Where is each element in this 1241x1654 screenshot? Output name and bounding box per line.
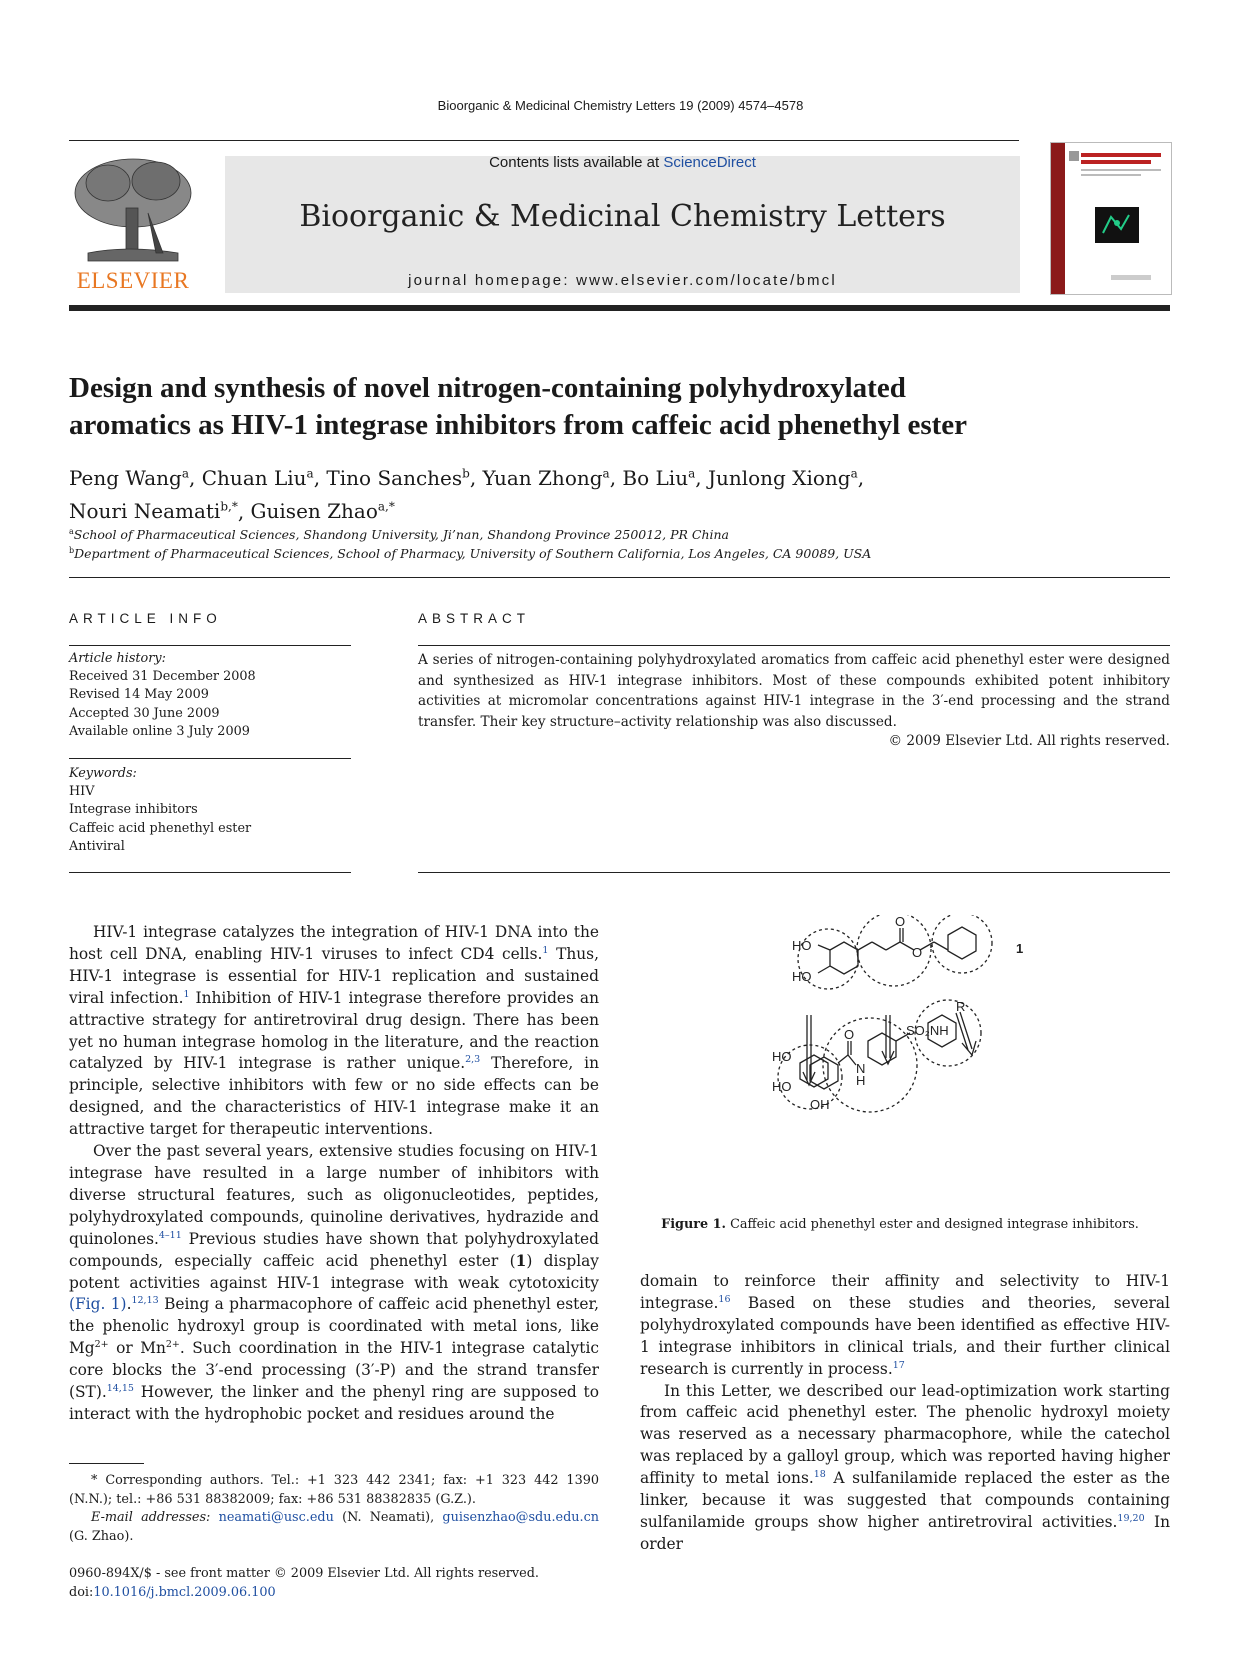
history-label: Article history: [69, 651, 166, 666]
figure-reference[interactable]: (Fig. 1) [69, 1295, 127, 1314]
article-info-heading: ARTICLE INFO [69, 611, 222, 626]
reference[interactable]: 14,15 [106, 1382, 134, 1394]
history-received: Received 31 December 2008 [69, 669, 256, 685]
body-left-column [69, 922, 599, 1426]
label-so2nh: SO₂NH [906, 1023, 949, 1038]
article-info-rule [69, 645, 351, 646]
author-list: Peng Wang$^a$, Chuan Liu$^a$, Tino Sanches$^b$, Yuan Zhong$^a$, Bo Liu$^a$, Junlong Xiong$^a$, Nouri Neamati$^{b,*}$, Guisen Zhao$^{a,*}$ [69, 465, 865, 524]
sulfanilamide-ring [868, 1033, 896, 1065]
label-r: R [956, 999, 966, 1014]
reference[interactable]: 12,13 [131, 1295, 159, 1307]
article-title [69, 370, 1179, 444]
caption-label: Figure 1. [661, 1217, 727, 1232]
affiliation-b: $^b$Department of Pharmaceutical Sciences, School of Pharmacy, University of Southern California, Los Angeles, CA 90089, USA [69, 546, 872, 562]
keywords-label: Keywords: [69, 766, 137, 781]
footnote-rule [69, 1463, 144, 1464]
abstract-text: A series of nitrogen-containing polyhydroxylated aromatics from caffeic acid phenethyl ester were designed and synthesized as HIV-1 integrase inhibitors. Most of these compounds exhibited potent inhibitory activities at micromolar concentrations against HIV-1 integrase in the 3′-end processing and the strand transfer. Their key structure–activity relationship was also discussed. [418, 652, 1170, 730]
reference[interactable]: 4–11 [158, 1229, 182, 1241]
reference[interactable]: 17 [892, 1359, 905, 1371]
sciencedirect-link[interactable]: ScienceDirect [663, 154, 756, 171]
label-ho: HO [772, 1079, 792, 1094]
reference[interactable]: 1 [542, 944, 549, 956]
journal-cover-thumbnail [1050, 142, 1172, 295]
catechol-ring [830, 942, 858, 974]
contents-line [225, 154, 1020, 171]
label-oh: OH [810, 1097, 830, 1112]
figure-1-caption: Figure 1. Caffeic acid phenethyl ester and designed integrase inhibitors. [661, 1217, 1139, 1232]
elsevier-wordmark: ELSEVIER [76, 268, 190, 293]
keywords-block [69, 765, 251, 856]
abstract-heading: ABSTRACT [418, 611, 531, 626]
contents-prefix: Contents lists available at [489, 154, 664, 171]
keyword: Caffeic acid phenethyl ester [69, 820, 252, 836]
footnote-marker: * [91, 1473, 98, 1488]
phenyl-ring [948, 927, 976, 959]
compound-label: 1 [1016, 941, 1024, 956]
author: Chuan Liu$^a$ [201, 465, 314, 490]
keyword: HIV [69, 784, 95, 800]
header-thick-rule [69, 305, 1170, 311]
doi-link[interactable]: 10.1016/j.bmcl.2009.06.100 [93, 1584, 276, 1600]
label-ho: HO [792, 938, 812, 953]
label-h: H [856, 1073, 866, 1088]
journal-homepage[interactable]: journal homepage: www.elsevier.com/locate/bmcl [408, 272, 837, 289]
history-online: Available online 3 July 2009 [69, 723, 250, 739]
email-link[interactable]: guisenzhao@sdu.edu.cn [442, 1510, 599, 1526]
history-accepted: Accepted 30 June 2009 [69, 705, 220, 721]
issn-line: 0960-894X/$ - see front matter © 2009 Elsevier Ltd. All rights reserved. [69, 1566, 539, 1581]
label-o: O [895, 915, 906, 929]
body-right-column [640, 1271, 1170, 1556]
author: Peng Wang$^a$ [69, 465, 190, 490]
article-history [69, 650, 256, 741]
journal-name: Bioorganic & Medicinal Chemistry Letters [299, 199, 946, 234]
reference[interactable]: 18 [813, 1469, 826, 1481]
label-o: O [912, 945, 923, 960]
history-revised: Revised 14 May 2009 [69, 687, 209, 703]
email-link[interactable]: neamati@usc.edu [218, 1510, 334, 1526]
reference[interactable]: 1 [183, 988, 190, 1000]
abstract-rule [418, 645, 1170, 646]
header-top-rule [69, 140, 1019, 141]
reference[interactable]: 16 [718, 1293, 731, 1305]
journal-citation: Bioorganic & Medicinal Chemistry Letters 19 (2009) 4574–4578 [437, 98, 804, 113]
corresponding-footnote: * Corresponding authors. Tel.: +1 323 442 2341; fax: +1 323 442 1390 (N.N.); tel.: +86 531 88382009; fax: +86 531 88382835 (G.Z.). E-mail addresses: neamati@usc.edu (N. Neamati), guisenzhao@sdu.edu.cn (G. Zhao). [69, 1473, 599, 1544]
author: Bo Liu$^a$ [622, 465, 696, 490]
label-o: O [844, 1027, 855, 1042]
info-bottom-rule [69, 872, 351, 873]
paragraph: domain to reinforce their affinity and selectivity to HIV-1 integrase.$^{16}$ Based on these studies and theories, several polyhydroxylated compounds have been identified as effective HIV-1 integrase inhibitors in clinical trials, and their further clinical research is currently in process.$^{17}$ [640, 1272, 1170, 1378]
paragraph: Over the past several years, extensive studies focusing on HIV-1 integrase have resulted in a large number of inhibitors with diverse structural features, such as oligonucleotides, peptides, polyhydroxylated compounds, quinoline derivatives, hydrazide and quinolones.$^{4-11}$ Previous studies have shown that polyhydroxylated compounds, especially caffeic acid phenethyl ester (1) display potent activities against HIV-1 integrase with weak cytotoxicity (Fig. 1).$^{12,13}$ Being a pharmacophore of caffeic acid phenethyl ester, the phenolic hydroxyl group is coordinated with metal ions, like $Mg^{2+}$ or $Mn^{2+}$. Such coordination in the HIV-1 integrase catalytic core blocks the 3′-end processing (3′-P) and the strand transfer (ST).$^{14,15}$ However, the linker and the phenyl ring are supposed to interact with the hydrophobic pocket and residues around the [69, 1142, 599, 1423]
abstract-bottom-rule [418, 872, 1170, 873]
figure-1-scheme [750, 915, 1080, 1205]
author: Nouri Neamati$^{b,*}$ [69, 499, 238, 524]
abstract-copyright: © 2009 Elsevier Ltd. All rights reserved. [888, 733, 1170, 749]
paragraph: HIV-1 integrase catalyzes the integration of HIV-1 DNA into the host cell DNA, enabling HIV-1 viruses to infect CD4 cells.$^1$ Thus, HIV-1 integrase is essential for HIV-1 replication and sustained viral infection.$^1$ Inhibition of HIV-1 integrase therefore provides an attractive strategy for antiretroviral drug design. There has been yet no human integrase homolog in the literature, and the reaction catalyzed by HIV-1 integrase is rather unique.$^{2,3}$ Therefore, in principle, selective inhibitors with few or no side effects can be designed, and the characteristics of HIV-1 integrase make it an attractive target for therapeutic interventions. [69, 923, 599, 1139]
keyword: Integrase inhibitors [69, 802, 198, 818]
affiliation-a: $^a$School of Pharmaceutical Sciences, Shandong University, Ji’nan, Shandong Province 250012, PR China [69, 527, 729, 543]
reference[interactable]: 2,3 [465, 1054, 481, 1066]
title-line-1: Design and synthesis of novel nitrogen-containing polyhydroxylated [69, 372, 906, 404]
paragraph: In this Letter, we described our lead-optimization work starting from caffeic acid phenethyl ester. The phenolic hydroxyl moiety was reserved as a necessary pharmacophore, while the catechol was replaced by a galloyl group, which was reported having higher affinity to metal ions.$^{18}$ A sulfanilamide replaced the ester as the linker, because it was suggested that compounds containing sulfanilamide groups show higher antiretroviral activities.$^{19,20}$ In order [640, 1381, 1171, 1553]
reference[interactable]: 19,20 [1117, 1512, 1145, 1524]
keywords-rule [69, 758, 351, 759]
front-matter: 0960-894X/$ - see front matter © 2009 Elsevier Ltd. All rights reserved. doi:10.1016/j.bmcl.2009.06.100 [69, 1565, 669, 1602]
author: Yuan Zhong$^a$ [482, 465, 610, 490]
keyword: Antiviral [69, 838, 125, 854]
label-ho: HO [792, 969, 812, 984]
author: Guisen Zhao$^{a,*}$ [250, 499, 395, 524]
email-label: E-mail addresses: [91, 1510, 211, 1526]
author: Junlong Xiong$^a$ [707, 465, 858, 490]
title-line-2: aromatics as HIV-1 integrase inhibitors from caffeic acid phenethyl ester [69, 409, 968, 441]
author: Tino Sanches$^b$ [326, 465, 470, 490]
label-n: N [856, 1061, 866, 1076]
affiliation-rule [69, 577, 1170, 578]
label-ho: HO [772, 1049, 792, 1064]
